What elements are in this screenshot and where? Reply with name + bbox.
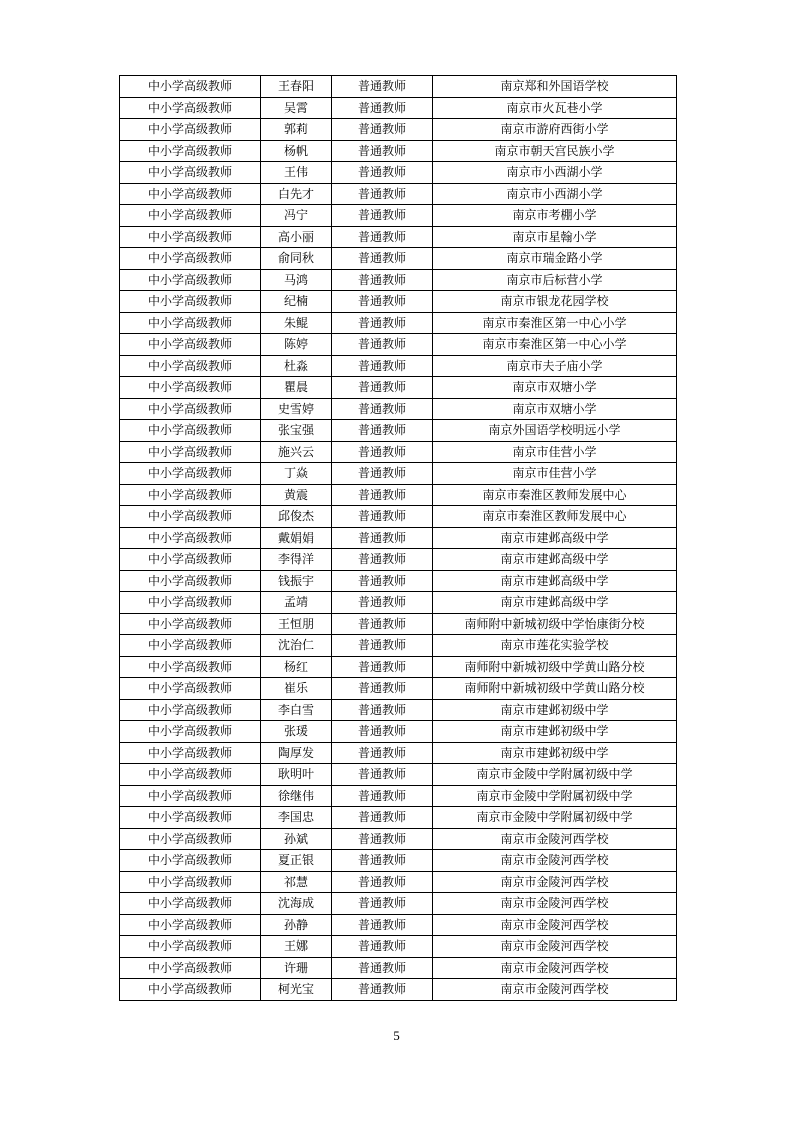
role-cell: 普通教师 <box>332 828 433 850</box>
name-cell: 马鸿 <box>261 269 332 291</box>
title-cell: 中小学高级教师 <box>120 398 261 420</box>
role-cell: 普通教师 <box>332 893 433 915</box>
name-cell: 钱振宇 <box>261 570 332 592</box>
school-cell: 南京市秦淮区教师发展中心 <box>433 484 677 506</box>
school-cell: 南京市建邺初级中学 <box>433 721 677 743</box>
role-cell: 普通教师 <box>332 957 433 979</box>
school-cell: 南京市银龙花园学校 <box>433 291 677 313</box>
name-cell: 施兴云 <box>261 441 332 463</box>
title-cell: 中小学高级教师 <box>120 699 261 721</box>
role-cell: 普通教师 <box>332 764 433 786</box>
school-cell: 南京市小西湖小学 <box>433 183 677 205</box>
table-row <box>120 140 677 162</box>
title-cell: 中小学高级教师 <box>120 162 261 184</box>
name-cell: 李国忠 <box>261 807 332 829</box>
name-cell: 杨红 <box>261 656 332 678</box>
name-cell: 史雪婷 <box>261 398 332 420</box>
table-row <box>120 764 677 786</box>
role-cell: 普通教师 <box>332 183 433 205</box>
name-cell: 张宝强 <box>261 420 332 442</box>
name-cell: 吴霄 <box>261 97 332 119</box>
school-cell: 南京市火瓦巷小学 <box>433 97 677 119</box>
name-cell: 沈海成 <box>261 893 332 915</box>
teacher-list-body <box>120 76 677 1001</box>
role-cell: 普通教师 <box>332 119 433 141</box>
role-cell: 普通教师 <box>332 592 433 614</box>
name-cell: 祁慧 <box>261 871 332 893</box>
table-row <box>120 828 677 850</box>
school-cell: 南京市秦淮区教师发展中心 <box>433 506 677 528</box>
role-cell: 普通教师 <box>332 871 433 893</box>
title-cell: 中小学高级教师 <box>120 656 261 678</box>
title-cell: 中小学高级教师 <box>120 570 261 592</box>
table-row <box>120 291 677 313</box>
school-cell: 南京市建邺高级中学 <box>433 527 677 549</box>
school-cell: 南京市金陵中学附属初级中学 <box>433 807 677 829</box>
title-cell: 中小学高级教师 <box>120 721 261 743</box>
role-cell: 普通教师 <box>332 678 433 700</box>
table-row <box>120 162 677 184</box>
school-cell: 南京市建邺高级中学 <box>433 592 677 614</box>
role-cell: 普通教师 <box>332 269 433 291</box>
school-cell: 南京市金陵河西学校 <box>433 914 677 936</box>
school-cell: 南师附中新城初级中学怡康街分校 <box>433 613 677 635</box>
name-cell: 俞同秋 <box>261 248 332 270</box>
table-row <box>120 355 677 377</box>
title-cell: 中小学高级教师 <box>120 355 261 377</box>
name-cell: 王伟 <box>261 162 332 184</box>
school-cell: 南京市建邺初级中学 <box>433 742 677 764</box>
name-cell: 王春阳 <box>261 76 332 98</box>
school-cell: 南京市小西湖小学 <box>433 162 677 184</box>
table-row <box>120 893 677 915</box>
role-cell: 普通教师 <box>332 334 433 356</box>
title-cell: 中小学高级教师 <box>120 828 261 850</box>
school-cell: 南京市金陵河西学校 <box>433 828 677 850</box>
name-cell: 陈婷 <box>261 334 332 356</box>
role-cell: 普通教师 <box>332 377 433 399</box>
title-cell: 中小学高级教师 <box>120 936 261 958</box>
title-cell: 中小学高级教师 <box>120 893 261 915</box>
role-cell: 普通教师 <box>332 570 433 592</box>
table-row <box>120 742 677 764</box>
school-cell: 南京市佳营小学 <box>433 463 677 485</box>
table-row <box>120 656 677 678</box>
school-cell: 南京市双塘小学 <box>433 398 677 420</box>
school-cell: 南京市夫子庙小学 <box>433 355 677 377</box>
school-cell: 南京市金陵河西学校 <box>433 957 677 979</box>
title-cell: 中小学高级教师 <box>120 871 261 893</box>
role-cell: 普通教师 <box>332 420 433 442</box>
role-cell: 普通教师 <box>332 807 433 829</box>
role-cell: 普通教师 <box>332 484 433 506</box>
table-row <box>120 936 677 958</box>
table-row <box>120 377 677 399</box>
teacher-list-table <box>119 75 677 1001</box>
name-cell: 戴娟娟 <box>261 527 332 549</box>
title-cell: 中小学高级教师 <box>120 205 261 227</box>
title-cell: 中小学高级教师 <box>120 312 261 334</box>
title-cell: 中小学高级教师 <box>120 785 261 807</box>
role-cell: 普通教师 <box>332 248 433 270</box>
role-cell: 普通教师 <box>332 979 433 1001</box>
name-cell: 王娜 <box>261 936 332 958</box>
table-row <box>120 592 677 614</box>
school-cell: 南京市秦淮区第一中心小学 <box>433 312 677 334</box>
role-cell: 普通教师 <box>332 527 433 549</box>
table-row <box>120 248 677 270</box>
name-cell: 张瑗 <box>261 721 332 743</box>
table-row <box>120 635 677 657</box>
school-cell: 南京市金陵河西学校 <box>433 979 677 1001</box>
table-row <box>120 463 677 485</box>
name-cell: 高小丽 <box>261 226 332 248</box>
title-cell: 中小学高级教师 <box>120 140 261 162</box>
school-cell: 南京市游府西街小学 <box>433 119 677 141</box>
role-cell: 普通教师 <box>332 613 433 635</box>
role-cell: 普通教师 <box>332 291 433 313</box>
table-row <box>120 312 677 334</box>
table-row <box>120 269 677 291</box>
table-row <box>120 398 677 420</box>
role-cell: 普通教师 <box>332 226 433 248</box>
name-cell: 瞿晨 <box>261 377 332 399</box>
title-cell: 中小学高级教师 <box>120 377 261 399</box>
title-cell: 中小学高级教师 <box>120 463 261 485</box>
school-cell: 南京市秦淮区第一中心小学 <box>433 334 677 356</box>
table-row <box>120 979 677 1001</box>
title-cell: 中小学高级教师 <box>120 850 261 872</box>
table-row <box>120 678 677 700</box>
school-cell: 南京市建邺高级中学 <box>433 570 677 592</box>
title-cell: 中小学高级教师 <box>120 484 261 506</box>
title-cell: 中小学高级教师 <box>120 764 261 786</box>
name-cell: 陶厚发 <box>261 742 332 764</box>
name-cell: 孙斌 <box>261 828 332 850</box>
school-cell: 南京市金陵中学附属初级中学 <box>433 764 677 786</box>
school-cell: 南京市建邺高级中学 <box>433 549 677 571</box>
role-cell: 普通教师 <box>332 463 433 485</box>
title-cell: 中小学高级教师 <box>120 592 261 614</box>
title-cell: 中小学高级教师 <box>120 527 261 549</box>
name-cell: 李白雪 <box>261 699 332 721</box>
name-cell: 孟靖 <box>261 592 332 614</box>
title-cell: 中小学高级教师 <box>120 291 261 313</box>
name-cell: 崔乐 <box>261 678 332 700</box>
school-cell: 南京市后标营小学 <box>433 269 677 291</box>
role-cell: 普通教师 <box>332 140 433 162</box>
table-row <box>120 570 677 592</box>
school-cell: 南京市莲花实验学校 <box>433 635 677 657</box>
table-row <box>120 183 677 205</box>
page-number: 5 <box>393 1028 400 1043</box>
table-row <box>120 119 677 141</box>
name-cell: 夏正银 <box>261 850 332 872</box>
title-cell: 中小学高级教师 <box>120 183 261 205</box>
table-row <box>120 613 677 635</box>
role-cell: 普通教师 <box>332 312 433 334</box>
title-cell: 中小学高级教师 <box>120 506 261 528</box>
school-cell: 南京市金陵河西学校 <box>433 850 677 872</box>
school-cell: 南京市双塘小学 <box>433 377 677 399</box>
role-cell: 普通教师 <box>332 850 433 872</box>
table-row <box>120 76 677 98</box>
role-cell: 普通教师 <box>332 355 433 377</box>
name-cell: 柯光宝 <box>261 979 332 1001</box>
table-row <box>120 527 677 549</box>
title-cell: 中小学高级教师 <box>120 807 261 829</box>
title-cell: 中小学高级教师 <box>120 957 261 979</box>
name-cell: 王恒朋 <box>261 613 332 635</box>
role-cell: 普通教师 <box>332 699 433 721</box>
role-cell: 普通教师 <box>332 785 433 807</box>
school-cell: 南师附中新城初级中学黄山路分校 <box>433 656 677 678</box>
name-cell: 杨帆 <box>261 140 332 162</box>
name-cell: 许珊 <box>261 957 332 979</box>
table-row <box>120 506 677 528</box>
table-row <box>120 334 677 356</box>
name-cell: 杜淼 <box>261 355 332 377</box>
table-row <box>120 441 677 463</box>
title-cell: 中小学高级教师 <box>120 119 261 141</box>
name-cell: 朱鲲 <box>261 312 332 334</box>
role-cell: 普通教师 <box>332 76 433 98</box>
role-cell: 普通教师 <box>332 398 433 420</box>
role-cell: 普通教师 <box>332 441 433 463</box>
school-cell: 南京市金陵中学附属初级中学 <box>433 785 677 807</box>
name-cell: 孙静 <box>261 914 332 936</box>
role-cell: 普通教师 <box>332 914 433 936</box>
name-cell: 白先才 <box>261 183 332 205</box>
name-cell: 郭莉 <box>261 119 332 141</box>
name-cell: 纪楠 <box>261 291 332 313</box>
title-cell: 中小学高级教师 <box>120 678 261 700</box>
table-row <box>120 785 677 807</box>
table-row <box>120 807 677 829</box>
name-cell: 黄震 <box>261 484 332 506</box>
title-cell: 中小学高级教师 <box>120 613 261 635</box>
table-row <box>120 226 677 248</box>
name-cell: 邱俊杰 <box>261 506 332 528</box>
table-row <box>120 850 677 872</box>
name-cell: 丁焱 <box>261 463 332 485</box>
name-cell: 徐继伟 <box>261 785 332 807</box>
school-cell: 南师附中新城初级中学黄山路分校 <box>433 678 677 700</box>
table-row <box>120 721 677 743</box>
table-row <box>120 205 677 227</box>
table-row <box>120 914 677 936</box>
name-cell: 沈治仁 <box>261 635 332 657</box>
name-cell: 耿明叶 <box>261 764 332 786</box>
role-cell: 普通教师 <box>332 97 433 119</box>
role-cell: 普通教师 <box>332 162 433 184</box>
school-cell: 南京市考棚小学 <box>433 205 677 227</box>
role-cell: 普通教师 <box>332 742 433 764</box>
table-row <box>120 484 677 506</box>
title-cell: 中小学高级教师 <box>120 76 261 98</box>
title-cell: 中小学高级教师 <box>120 269 261 291</box>
school-cell: 南京市金陵河西学校 <box>433 871 677 893</box>
table-row <box>120 699 677 721</box>
title-cell: 中小学高级教师 <box>120 914 261 936</box>
title-cell: 中小学高级教师 <box>120 549 261 571</box>
role-cell: 普通教师 <box>332 506 433 528</box>
name-cell: 李得洋 <box>261 549 332 571</box>
role-cell: 普通教师 <box>332 721 433 743</box>
role-cell: 普通教师 <box>332 656 433 678</box>
school-cell: 南京郑和外国语学校 <box>433 76 677 98</box>
role-cell: 普通教师 <box>332 549 433 571</box>
title-cell: 中小学高级教师 <box>120 979 261 1001</box>
school-cell: 南京市朝天宫民族小学 <box>433 140 677 162</box>
role-cell: 普通教师 <box>332 635 433 657</box>
title-cell: 中小学高级教师 <box>120 742 261 764</box>
role-cell: 普通教师 <box>332 205 433 227</box>
school-cell: 南京市建邺初级中学 <box>433 699 677 721</box>
school-cell: 南京市金陵河西学校 <box>433 936 677 958</box>
title-cell: 中小学高级教师 <box>120 420 261 442</box>
title-cell: 中小学高级教师 <box>120 97 261 119</box>
title-cell: 中小学高级教师 <box>120 248 261 270</box>
title-cell: 中小学高级教师 <box>120 334 261 356</box>
table-row <box>120 957 677 979</box>
title-cell: 中小学高级教师 <box>120 441 261 463</box>
title-cell: 中小学高级教师 <box>120 226 261 248</box>
school-cell: 南京市星翰小学 <box>433 226 677 248</box>
role-cell: 普通教师 <box>332 936 433 958</box>
title-cell: 中小学高级教师 <box>120 635 261 657</box>
school-cell: 南京外国语学校明远小学 <box>433 420 677 442</box>
school-cell: 南京市瑞金路小学 <box>433 248 677 270</box>
table-row <box>120 97 677 119</box>
table-row <box>120 549 677 571</box>
school-cell: 南京市佳营小学 <box>433 441 677 463</box>
name-cell: 冯宁 <box>261 205 332 227</box>
school-cell: 南京市金陵河西学校 <box>433 893 677 915</box>
table-row <box>120 420 677 442</box>
table-row <box>120 871 677 893</box>
